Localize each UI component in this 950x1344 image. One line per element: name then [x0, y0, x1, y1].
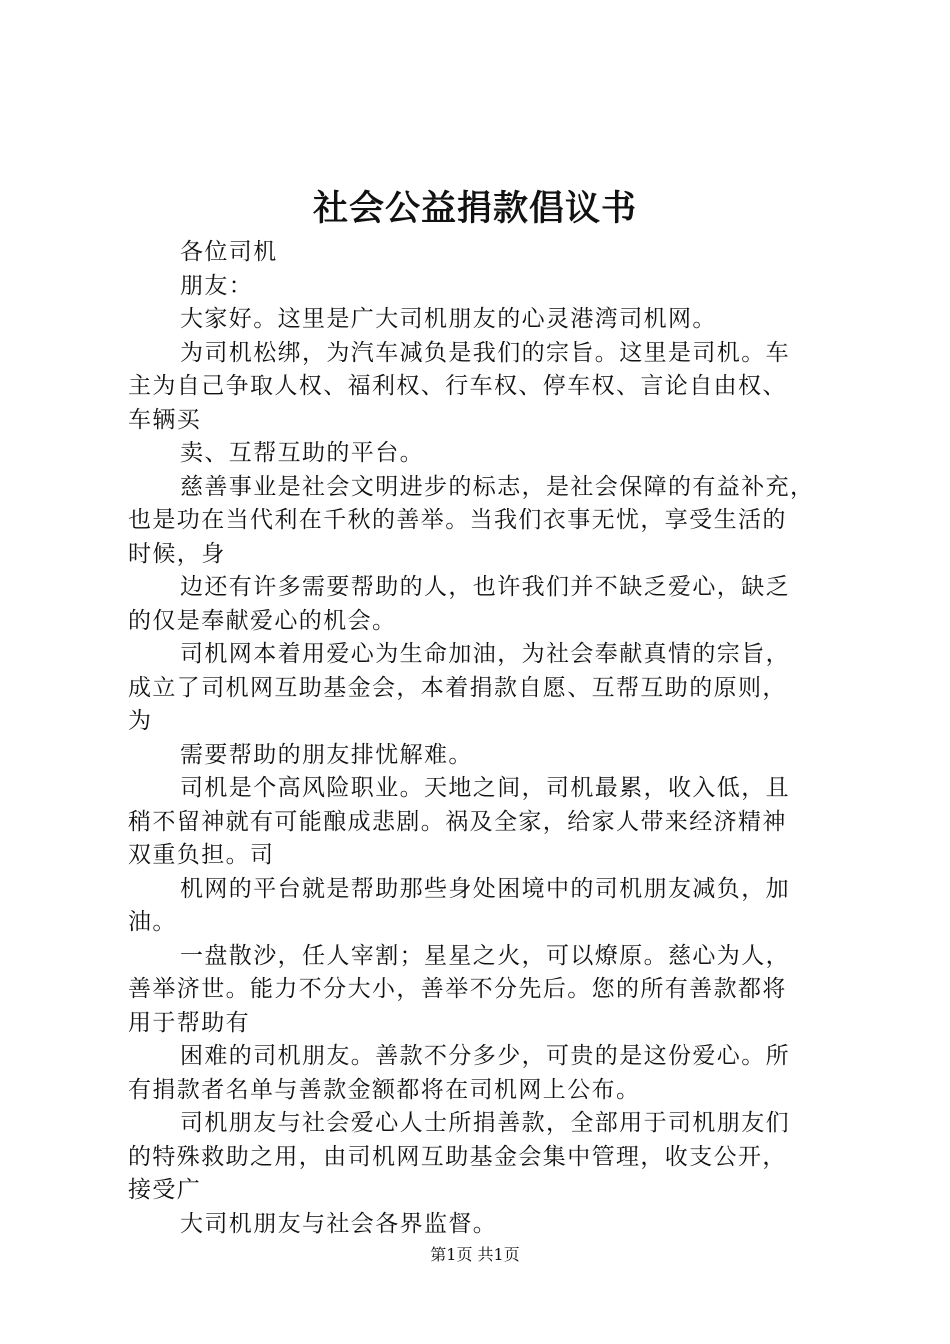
body-line: 朋友：	[180, 272, 254, 299]
body-line: 需要帮助的朋友排忧解难。	[180, 741, 473, 768]
page-footer: 第1页 共1页	[430, 1245, 520, 1264]
body-line: 主为自己争取人权、福利权、行车权、停车权、言论自由权、	[128, 373, 787, 399]
body-line: 大司机朋友与社会各界监督。	[180, 1210, 498, 1237]
body-line: 慈善事业是社会文明进步的标志，是社会保障的有益补充，	[180, 473, 815, 500]
body-line: 成立了司机网互助基金会，本着捐款自愿、互帮互助的原则，	[128, 674, 787, 701]
body-line: 双重负担。司	[128, 842, 275, 868]
body-line: 卖、互帮互助的平台。	[180, 440, 424, 466]
body-line: 时候，身	[128, 540, 226, 567]
document-body	[128, 236, 840, 1241]
body-line: 各位司机	[180, 239, 278, 265]
body-line: 善举济世。能力不分大小，善举不分先后。您的所有善款都将	[128, 976, 787, 1002]
body-line: 为	[128, 708, 153, 734]
body-line: 接受广	[128, 1177, 202, 1203]
body-line: 司机网本着用爱心为生命加油，为社会奉献真情的宗旨，	[180, 641, 790, 667]
body-line: 稍不留神就有可能酿成悲剧。祸及全家，给家人带来经济精神	[128, 808, 787, 835]
body-line: 司机朋友与社会爱心人士所捐善款，全部用于司机朋友们	[180, 1110, 790, 1136]
body-line: 的特殊救助之用，由司机网互助基金会集中管理，收支公开，	[128, 1143, 787, 1170]
body-line: 用于帮助有	[128, 1009, 250, 1036]
document-title: 社会公益捐款倡议书	[312, 188, 637, 229]
body-line: 有捐款者名单与善款金额都将在司机网上公布。	[128, 1076, 641, 1103]
body-line: 大家好。这里是广大司机朋友的心灵港湾司机网。	[180, 306, 717, 332]
body-line: 油。	[128, 909, 177, 935]
body-line: 机网的平台就是帮助那些身处困境中的司机朋友减负，加	[180, 875, 790, 902]
body-line: 一盘散沙，任人宰割；星星之火，可以燎原。慈心为人，	[180, 942, 790, 969]
body-line: 也是功在当代利在千秋的善举。当我们衣事无忧，享受生活的	[128, 507, 787, 533]
body-line: 为司机松绑，为汽车减负是我们的宗旨。这里是司机。车	[180, 339, 790, 366]
body-line: 困难的司机朋友。善款不分多少，可贵的是这份爱心。所	[180, 1043, 790, 1069]
body-line: 车辆买	[128, 406, 202, 433]
body-line: 边还有许多需要帮助的人，也许我们并不缺乏爱心，缺乏	[180, 574, 790, 600]
body-line: 司机是个高风险职业。天地之间，司机最累，收入低，且	[180, 775, 790, 801]
body-line: 的仅是奉献爱心的机会。	[128, 607, 397, 634]
